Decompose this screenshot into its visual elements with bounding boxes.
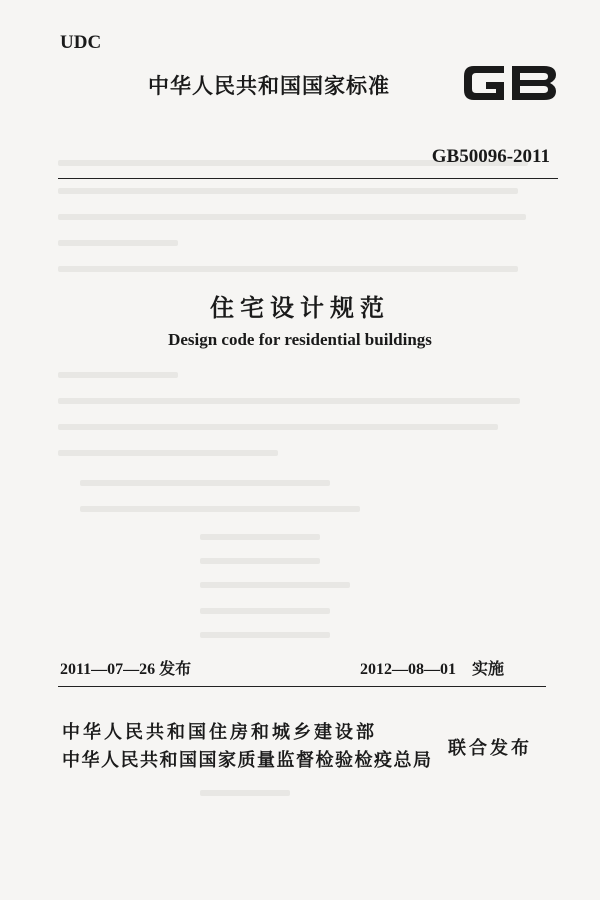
issuer-ministry-housing: 中华人民共和国住房和城乡建设部 <box>62 722 377 743</box>
show-through-line <box>200 790 290 796</box>
show-through-line <box>200 534 320 540</box>
show-through-line <box>80 506 360 512</box>
standard-number: GB50096-2011 <box>431 146 550 167</box>
joint-issue-label: 联合发布 <box>448 738 532 759</box>
show-through-line <box>58 372 178 378</box>
title-chinese: 住宅设计规范 <box>210 294 390 322</box>
footer-divider <box>58 686 546 687</box>
title-english: Design code for residential buildings <box>168 330 432 349</box>
show-through-line <box>200 582 350 588</box>
implementation-date: 2012—08—01 实施 <box>360 661 505 678</box>
show-through-line <box>58 188 518 194</box>
show-through-line <box>200 632 330 638</box>
gb-logo-icon <box>460 60 560 106</box>
show-through-line <box>58 266 518 272</box>
header-divider <box>58 178 558 179</box>
show-through-line <box>58 240 178 246</box>
show-through-line <box>58 398 520 404</box>
issue-date: 2011—07—26 发布 <box>60 661 192 678</box>
issuer-quality-supervision: 中华人民共和国国家质量监督检验检疫总局 <box>62 750 433 771</box>
show-through-line <box>58 424 498 430</box>
show-through-line <box>80 480 330 486</box>
udc-label: UDC <box>60 32 102 53</box>
show-through-line <box>58 450 278 456</box>
show-through-line <box>200 608 330 614</box>
show-through-line <box>200 558 320 564</box>
national-standard-heading: 中华人民共和国国家标准 <box>148 74 390 98</box>
show-through-line <box>58 214 526 220</box>
